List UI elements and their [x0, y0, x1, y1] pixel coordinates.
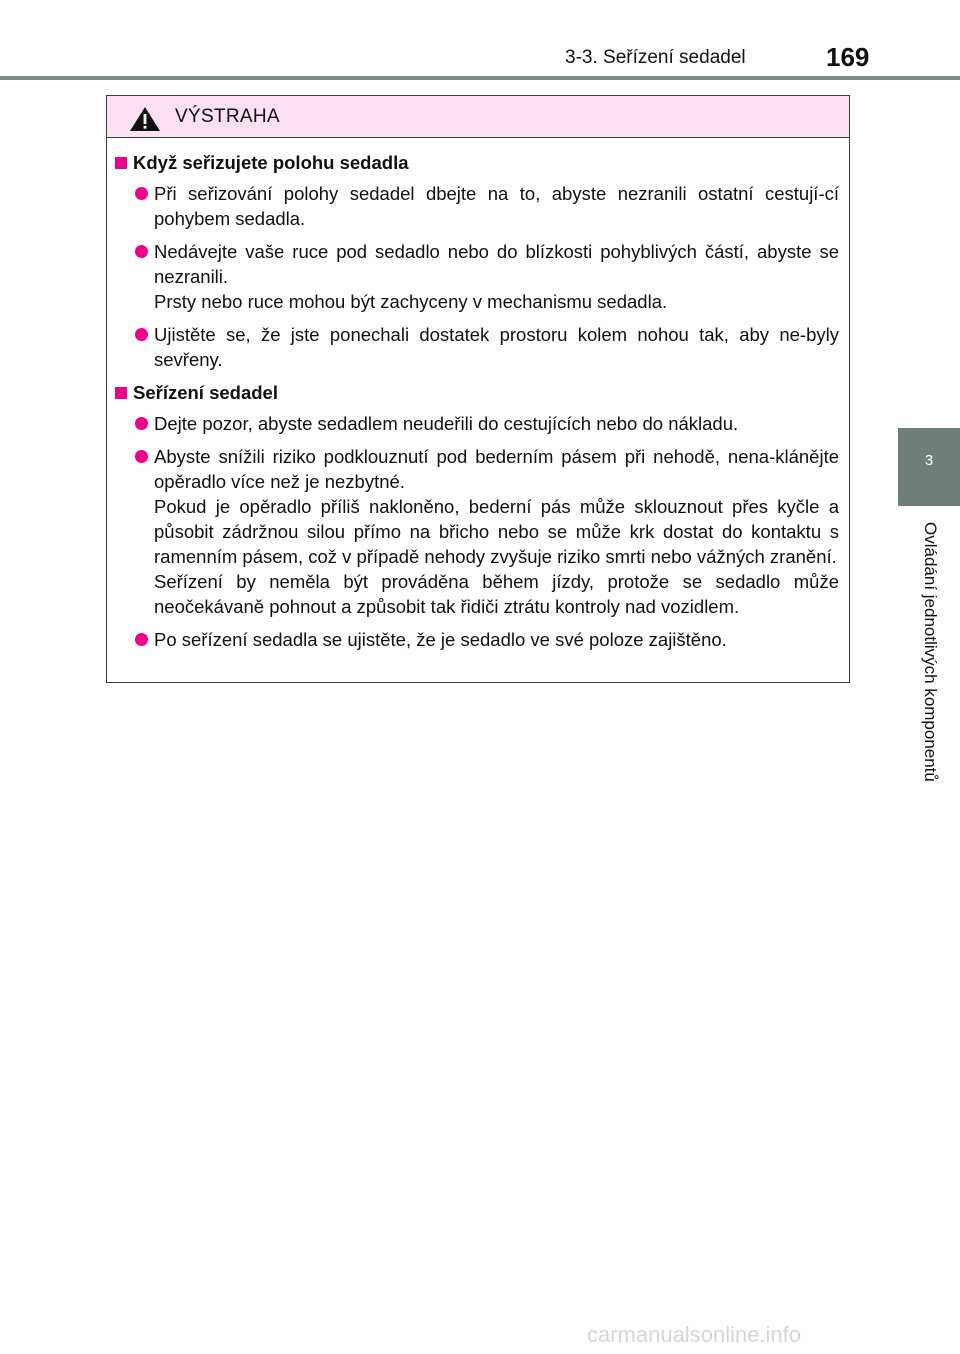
- round-bullet-icon: [135, 417, 148, 430]
- section-title: 3-3. Seřízení sedadel: [565, 47, 746, 68]
- round-bullet-icon: [135, 450, 148, 463]
- item-text: Abyste snížili riziko podklouznutí pod bederním pásem při nehodě, nena-klánějte opěradlo více než je nezbytné.: [154, 446, 839, 492]
- warning-header: [107, 96, 849, 138]
- square-bullet-icon: [115, 157, 127, 169]
- round-bullet-icon: [135, 328, 148, 341]
- warning-body: [107, 138, 849, 652]
- section-heading-text: Když seřizujete polohu sedadla: [133, 152, 409, 173]
- item-text: Pokud je opěradlo příliš nakloněno, bederní pás může sklouznout přes kyčle a působit zádržnou silou přímo na břicho nebo se může krk dostat do kontaktu s ramenním pásem, což v případě nehody zvyšuje riziko smrti nebo vážných zranění.: [154, 496, 839, 567]
- item-text: Seřízení by neměla být prováděna během jízdy, protože se sedadlo může neočekávaně pohnout a způsobit tak řidiči ztrátu kontroly nad vozidlem.: [154, 571, 839, 617]
- list-item: [115, 411, 839, 436]
- item-text: Při seřizování polohy sedadel dbejte na to, abyste nezranili ostatní cestují-cí pohybem sedadla.: [154, 183, 839, 229]
- warning-label: VÝSTRAHA: [175, 106, 280, 127]
- header-rule: [0, 76, 960, 80]
- watermark: carmanualsonline.info: [587, 1322, 802, 1347]
- section-heading: [115, 380, 839, 406]
- section-heading: [115, 150, 839, 176]
- warning-triangle-icon: [129, 106, 161, 132]
- chapter-tab: [898, 428, 960, 506]
- round-bullet-icon: [135, 633, 148, 646]
- item-text: Prsty nebo ruce mohou být zachyceny v mechanismu sedadla.: [154, 291, 668, 312]
- section-heading-text: Seřízení sedadel: [133, 382, 278, 403]
- list-item: [115, 181, 839, 231]
- page-number: 169: [826, 42, 870, 72]
- round-bullet-icon: [135, 187, 148, 200]
- item-text: Ujistěte se, že jste ponechali dostatek prostoru kolem nohou tak, aby ne-byly sevřeny.: [154, 324, 839, 370]
- item-text: Dejte pozor, abyste sedadlem neudeřili do cestujících nebo do nákladu.: [154, 413, 739, 434]
- item-text: Po seřízení sedadla se ujistěte, že je sedadlo ve své poloze zajištěno.: [154, 629, 727, 650]
- square-bullet-icon: [115, 387, 127, 399]
- page-header: [0, 0, 960, 80]
- chapter-title: Ovládání jednotlivých komponentů: [921, 522, 940, 782]
- list-item: [115, 322, 839, 372]
- list-item: [115, 627, 839, 652]
- round-bullet-icon: [135, 245, 148, 258]
- warning-box: [106, 95, 850, 683]
- item-text: Nedávejte vaše ruce pod sedadlo nebo do blízkosti pohyblivých částí, abyste se nezranili.: [154, 241, 839, 287]
- chapter-number: 3: [924, 452, 934, 469]
- list-item: [115, 444, 839, 619]
- list-item: [115, 239, 839, 314]
